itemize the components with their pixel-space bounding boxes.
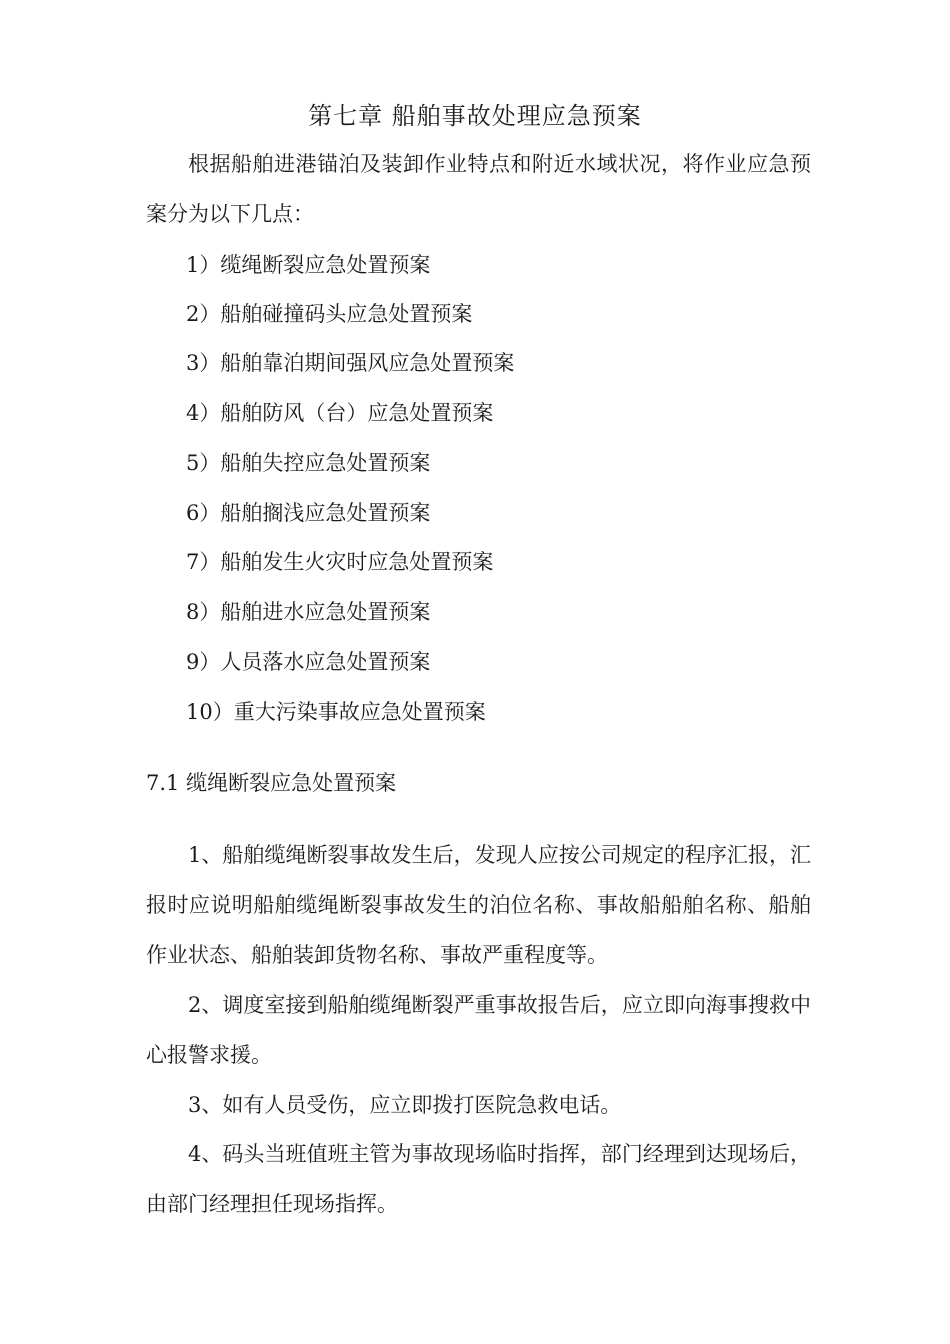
plan-list-item: 10）重大污染事故应急处置预案 (186, 700, 486, 724)
section-paragraph-3: 3、如有人员受伤，应立即拨打医院急救电话。 (188, 1093, 622, 1117)
plan-list-item: 3）船舶靠泊期间强风应急处置预案 (186, 351, 515, 375)
section-paragraph-4: 4、码头当班值班主管为事故现场临时指挥，部门经理到达现场后，由部门经理担任现场指挥。 (146, 1142, 811, 1216)
section-paragraph-1: 1、船舶缆绳断裂事故发生后，发现人应按公司规定的程序汇报，汇报时应说明船舶缆绳断裂事故发生的泊位名称、事故船船舶名称、船舶作业状态、船舶装卸货物名称、事故严重程度等。 (146, 843, 811, 967)
plan-list-item: 9）人员落水应急处置预案 (186, 650, 431, 674)
chapter-title: 第七章 船舶事故处理应急预案 (308, 102, 642, 130)
plan-list-item: 1）缆绳断裂应急处置预案 (186, 253, 431, 277)
plan-list-item: 5）船舶失控应急处置预案 (186, 451, 431, 475)
section-heading: 7.1 缆绳断裂应急处置预案 (146, 771, 397, 795)
plan-list-item: 7）船舶发生火灾时应急处置预案 (186, 550, 494, 574)
plan-list-item: 8）船舶进水应急处置预案 (186, 600, 431, 624)
section-paragraph-2: 2、调度室接到船舶缆绳断裂严重事故报告后，应立即向海事搜救中心报警求援。 (146, 993, 811, 1067)
plan-list-item: 4）船舶防风（台）应急处置预案 (186, 401, 494, 425)
intro-paragraph: 根据船舶进港锚泊及装卸作业特点和附近水域状况，将作业应急预案分为以下几点： (146, 152, 811, 226)
plan-list-item: 2）船舶碰撞码头应急处置预案 (186, 302, 473, 326)
plan-list-item: 6）船舶搁浅应急处置预案 (186, 501, 431, 525)
